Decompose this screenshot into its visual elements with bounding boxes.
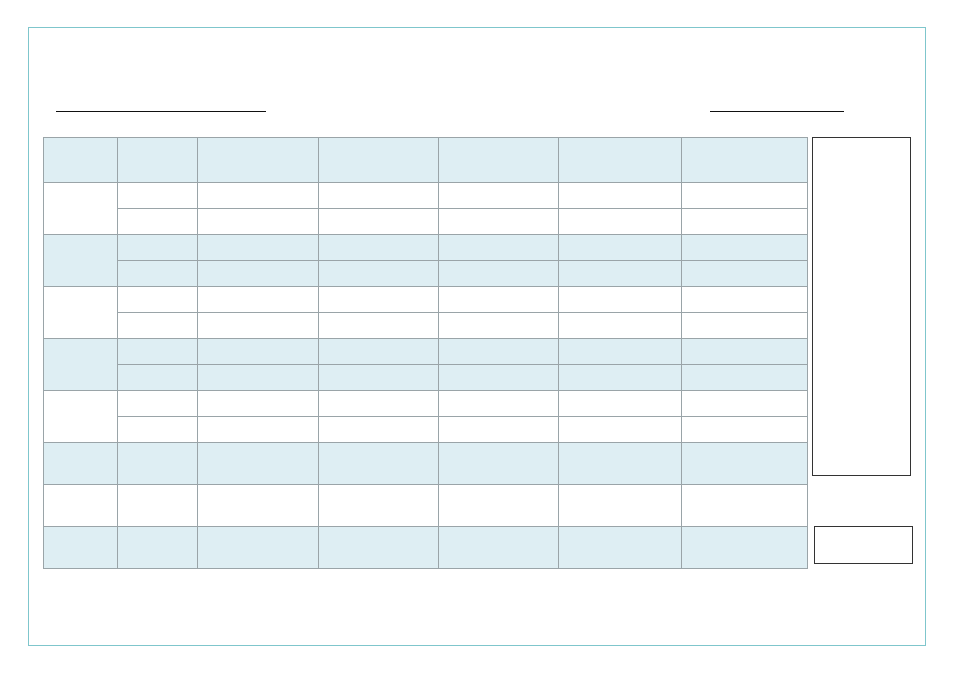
table-row xyxy=(44,417,808,443)
total-cell[interactable] xyxy=(559,443,682,485)
table-row-fees-paid xyxy=(44,527,808,569)
time-cell[interactable] xyxy=(319,417,439,443)
time-cell[interactable] xyxy=(198,287,319,313)
time-cell[interactable] xyxy=(319,313,439,339)
time-cell[interactable] xyxy=(559,209,682,235)
time-cell[interactable] xyxy=(319,391,439,417)
time-cell[interactable] xyxy=(198,365,319,391)
arrived-label xyxy=(118,287,198,313)
month-field[interactable] xyxy=(708,92,844,112)
day-monday xyxy=(44,183,118,235)
time-cell[interactable] xyxy=(198,183,319,209)
fees-paid-label xyxy=(44,527,118,569)
paint-splat-row-top xyxy=(537,37,917,77)
time-cell[interactable] xyxy=(559,235,682,261)
time-cell[interactable] xyxy=(682,261,808,287)
arrived-label xyxy=(118,235,198,261)
header-blank xyxy=(118,138,198,183)
table-row xyxy=(44,261,808,287)
week-header xyxy=(439,138,559,183)
arrived-label xyxy=(118,339,198,365)
time-cell[interactable] xyxy=(682,287,808,313)
time-cell[interactable] xyxy=(198,391,319,417)
attendance-table xyxy=(43,137,808,569)
total-fees-box[interactable] xyxy=(814,526,913,564)
time-cell[interactable] xyxy=(439,287,559,313)
day-wednesday xyxy=(44,287,118,339)
fee-cell[interactable] xyxy=(198,527,319,569)
week-header xyxy=(319,138,439,183)
child-name-line xyxy=(56,93,266,112)
time-cell[interactable] xyxy=(559,391,682,417)
time-cell[interactable] xyxy=(682,235,808,261)
time-cell[interactable] xyxy=(559,365,682,391)
fee-cell[interactable] xyxy=(559,485,682,527)
time-cell[interactable] xyxy=(682,339,808,365)
time-cell[interactable] xyxy=(682,365,808,391)
time-cell[interactable] xyxy=(559,417,682,443)
table-header-row xyxy=(44,138,808,183)
departed-label xyxy=(118,365,198,391)
time-cell[interactable] xyxy=(319,183,439,209)
fee-cell[interactable] xyxy=(439,527,559,569)
fee-cell[interactable] xyxy=(682,527,808,569)
time-cell[interactable] xyxy=(198,417,319,443)
fee-cell[interactable] xyxy=(682,485,808,527)
time-cell[interactable] xyxy=(439,313,559,339)
blank-cell xyxy=(118,527,198,569)
departed-label xyxy=(118,209,198,235)
time-cell[interactable] xyxy=(559,339,682,365)
table-row xyxy=(44,235,808,261)
time-cell[interactable] xyxy=(439,209,559,235)
child-name-field[interactable] xyxy=(54,92,266,112)
time-cell[interactable] xyxy=(682,417,808,443)
table-row xyxy=(44,313,808,339)
time-cell[interactable] xyxy=(682,209,808,235)
fee-cell[interactable] xyxy=(319,485,439,527)
day-tuesday xyxy=(44,235,118,287)
total-cell[interactable] xyxy=(198,443,319,485)
table-row xyxy=(44,365,808,391)
time-cell[interactable] xyxy=(439,391,559,417)
fees-due-label xyxy=(44,485,118,527)
total-cell[interactable] xyxy=(439,443,559,485)
time-cell[interactable] xyxy=(682,183,808,209)
paint-splat-row-bottom xyxy=(30,598,922,642)
time-cell[interactable] xyxy=(319,365,439,391)
blank-cell xyxy=(118,443,198,485)
time-cell[interactable] xyxy=(439,365,559,391)
blank-cell xyxy=(118,485,198,527)
time-cell[interactable] xyxy=(319,209,439,235)
fee-cell[interactable] xyxy=(559,527,682,569)
time-cell[interactable] xyxy=(198,313,319,339)
time-cell[interactable] xyxy=(439,235,559,261)
table-row xyxy=(44,391,808,417)
arrived-label xyxy=(118,391,198,417)
time-cell[interactable] xyxy=(198,235,319,261)
table-row-fees-due xyxy=(44,485,808,527)
time-cell[interactable] xyxy=(198,261,319,287)
departed-label xyxy=(118,417,198,443)
time-cell[interactable] xyxy=(559,287,682,313)
time-cell[interactable] xyxy=(439,261,559,287)
week-header xyxy=(198,138,319,183)
day-header xyxy=(44,138,118,183)
day-thursday xyxy=(44,339,118,391)
month-line xyxy=(710,93,844,112)
week-header xyxy=(559,138,682,183)
time-cell[interactable] xyxy=(198,339,319,365)
time-cell[interactable] xyxy=(559,183,682,209)
time-cell[interactable] xyxy=(559,313,682,339)
time-cell[interactable] xyxy=(439,183,559,209)
table-row xyxy=(44,183,808,209)
fee-cell[interactable] xyxy=(439,485,559,527)
time-cell[interactable] xyxy=(198,209,319,235)
time-cell[interactable] xyxy=(682,313,808,339)
total-cell[interactable] xyxy=(682,443,808,485)
time-cell[interactable] xyxy=(559,261,682,287)
table-row-total-hours xyxy=(44,443,808,485)
departed-label xyxy=(118,261,198,287)
week-header xyxy=(682,138,808,183)
time-cell[interactable] xyxy=(319,261,439,287)
total-fees-label xyxy=(812,495,914,511)
total-hours-label xyxy=(44,443,118,485)
departed-label xyxy=(118,313,198,339)
total-cell[interactable] xyxy=(319,443,439,485)
table-row xyxy=(44,339,808,365)
time-cell[interactable] xyxy=(319,339,439,365)
time-cell[interactable] xyxy=(319,287,439,313)
time-cell[interactable] xyxy=(319,235,439,261)
table-row xyxy=(44,287,808,313)
fee-cell[interactable] xyxy=(319,527,439,569)
time-cell[interactable] xyxy=(439,339,559,365)
arrived-label xyxy=(118,183,198,209)
time-cell[interactable] xyxy=(439,417,559,443)
table-row xyxy=(44,209,808,235)
day-friday xyxy=(44,391,118,443)
notes-box[interactable] xyxy=(812,137,911,476)
time-cell[interactable] xyxy=(682,391,808,417)
fee-cell[interactable] xyxy=(198,485,319,527)
